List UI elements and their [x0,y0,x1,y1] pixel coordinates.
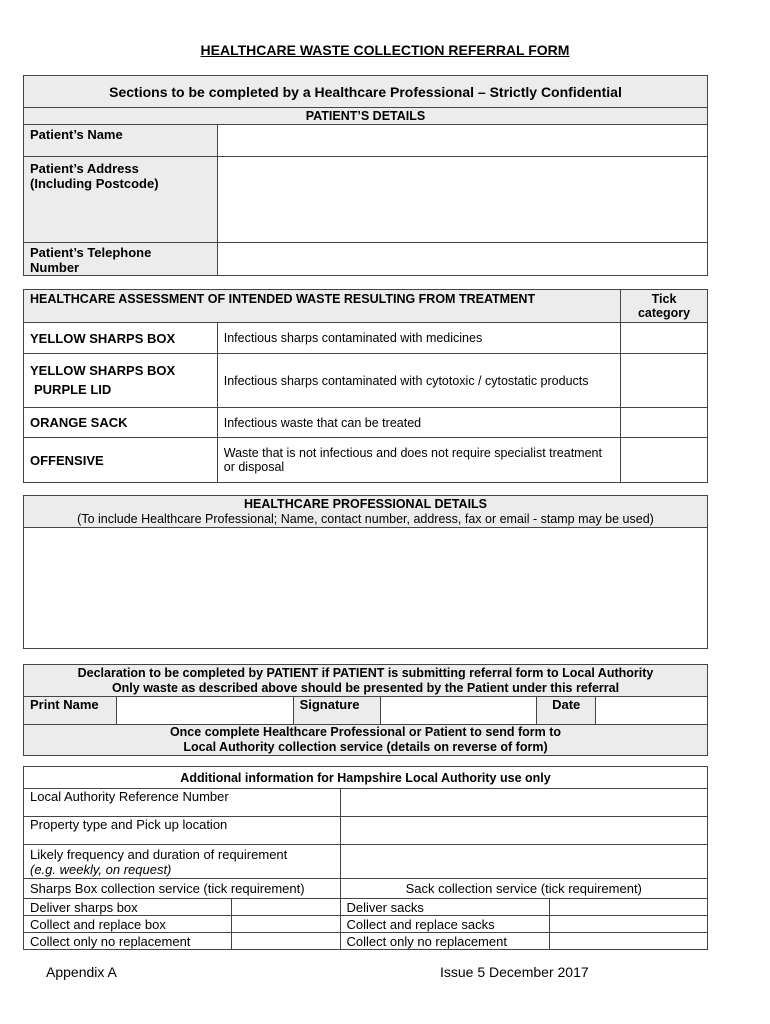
date-label: Date [537,697,596,725]
professional-details-table [23,495,708,649]
declaration-line-1: Declaration to be completed by PATIENT if PATIENT is submitting referral form to Local Authority [77,665,654,680]
waste-category: OFFENSIVE [24,438,218,483]
sack-option: Collect and replace sacks [340,916,550,933]
patient-address-label: Patient’s Address [30,161,139,176]
sack-service-label: Sack collection service (tick requirement) [340,879,707,899]
footer-appendix: Appendix A [46,964,117,980]
waste-description: Waste that is not infectious and does not require specialist treatment or disposal [217,438,620,483]
waste-category: YELLOW SHARPS BOX [30,363,176,378]
confidential-header: Sections to be completed by a Healthcare Professional – Strictly Confidential [24,76,708,108]
waste-description: Infectious sharps contaminated with medicines [217,323,620,354]
sharps-option-tick[interactable] [231,916,340,933]
form-title: HEALTHCARE WASTE COLLECTION REFERRAL FORM [200,42,570,58]
sack-option-tick[interactable] [550,916,708,933]
frequency-example: (e.g. weekly, on request) [30,862,172,877]
signature-label: Signature [293,697,380,725]
sharps-option-tick[interactable] [231,933,340,950]
waste-description: Infectious sharps contaminated with cytotoxic / cytostatic products [217,354,620,408]
print-name-field[interactable] [116,697,293,725]
waste-category: ORANGE SACK [24,408,218,438]
sharps-option-tick[interactable] [231,899,340,916]
local-authority-table [23,766,708,950]
send-instruction-line-1: Once complete Healthcare Professional or Patient to send form to [169,725,562,739]
patient-details-table [23,75,708,276]
sharps-option: Collect only no replacement [24,933,232,950]
waste-assessment-table [23,289,708,483]
sharps-service-label: Sharps Box collection service (tick requirement) [24,879,341,899]
patient-phone-label: Patient’s Telephone [30,245,152,260]
sack-option: Collect only no replacement [340,933,550,950]
patient-name-label: Patient’s Name [24,125,218,157]
print-name-label: Print Name [24,697,117,725]
professional-details-field[interactable] [24,528,708,649]
la-header: Additional information for Hampshire Local Authority use only [24,767,708,789]
sharps-option: Deliver sharps box [24,899,232,916]
patient-address-label-sub: (Including Postcode) [30,176,159,191]
patient-phone-label-sub: Number [30,260,80,275]
professional-subheader: (To include Healthcare Professional; Name, contact number, address, fax or email - stamp may be used) [77,511,654,526]
frequency-field[interactable] [340,845,707,879]
sharps-option: Collect and replace box [24,916,232,933]
la-reference-label: Local Authority Reference Number [24,789,341,817]
frequency-label: Likely frequency and duration of requirement [30,847,288,862]
tick-box[interactable] [621,354,708,408]
patient-details-header: PATIENT’S DETAILS [24,108,708,125]
send-instruction-line-2: Local Authority collection service (details on reverse of form) [183,740,548,754]
patient-name-field[interactable] [217,125,707,157]
waste-description: Infectious waste that can be treated [217,408,620,438]
waste-category: YELLOW SHARPS BOX [24,323,218,354]
sack-option: Deliver sacks [340,899,550,916]
declaration-line-2: Only waste as described above should be presented by the Patient under this referral [111,680,620,695]
la-reference-field[interactable] [340,789,707,817]
assessment-header: HEALTHCARE ASSESSMENT OF INTENDED WASTE RESULTING FROM TREATMENT [24,290,621,323]
waste-category-sub: PURPLE LID [34,382,112,397]
patient-phone-field[interactable] [217,243,707,276]
tick-box[interactable] [621,323,708,354]
professional-header: HEALTHCARE PROFESSIONAL DETAILS [243,496,488,511]
footer-issue: Issue 5 December 2017 [440,964,589,980]
sack-option-tick[interactable] [550,899,708,916]
property-type-label: Property type and Pick up location [24,817,341,845]
tick-box[interactable] [621,408,708,438]
date-field[interactable] [596,697,708,725]
tick-box[interactable] [621,438,708,483]
declaration-table [23,664,708,756]
property-type-field[interactable] [340,817,707,845]
signature-field[interactable] [380,697,537,725]
patient-address-field[interactable] [217,157,707,243]
sack-option-tick[interactable] [550,933,708,950]
tick-category-header: Tick category [621,290,708,323]
